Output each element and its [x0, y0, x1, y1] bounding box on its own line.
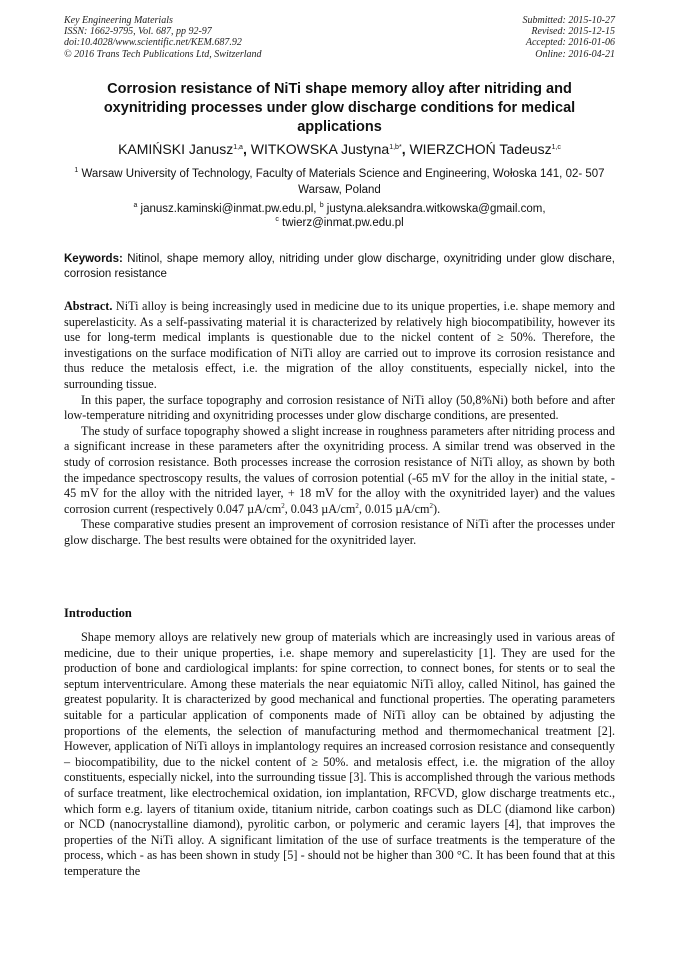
- section-heading: Introduction: [64, 606, 132, 620]
- author-list: [64, 140, 615, 158]
- keywords-label: Keywords:: [64, 253, 123, 265]
- accepted-date: Accepted: 2016-01-06: [525, 37, 615, 49]
- introduction-paragraph: Shape memory alloys are relatively new group of materials which are increasingly used in various areas of medicine, due to their unique properties, i.e. shape memory and superelasticity [1]. They are used for the production of bone and cardiological implants: for spine correction, to connect bones, for stents or to seal the septum interventriculare. Among these materials the near equiatomic NiTi alloy, called Nitinol, has gained the greatest popularity. It is characterized by good mechanical and functional properties. The operating parameters suitable for a particular application of components made of NiTi alloy can be obtained by adjusting the proportions of the elements, the selection of manufacturing method and thermomechanical treatment [2]. However, application of NiTi alloys in implantology requires an increased corrosion resistance and consequently – biocompatibility, due to the nickel content of ≥ 50%. and metalosis effect, i.e. the migration of the alloy constituents, especially nickel, into the surrounding tissue [3]. This is accomplished through the various methods of surface treatment, like electrochemical oxidation, ion implantation, RFCVD, glow discharge treatments etc., which form e.g. layers of titanium oxide, titanium nitride, carbon coatings such as DLC (diamond like carbon) or NCD (nanocrystalline diamond), pyrolitic carbon, or polymeric and ceramic layers [4], that improves the properties of the NiTi alloy. A significant limitation of the use of surface treatments is the temperature of the process, which - as has been shown in study [5] - should not be higher than 300 °C. It has been found that at this temperature the: [64, 630, 615, 878]
- revised-date: Revised: 2015-12-15: [531, 26, 615, 38]
- dates-info: [523, 15, 616, 60]
- doi-line: doi:10.4028/www.scientific.net/KEM.687.92: [64, 37, 242, 49]
- issn-line: ISSN: 1662-9795, Vol. 687, pp 92-97: [64, 26, 212, 38]
- affiliation-text: Warsaw University of Technology, Faculty of Materials Science and Engineering, Wołoska 141, 02- 507 Warsaw, Poland: [78, 168, 605, 196]
- keywords: [64, 252, 615, 282]
- email-sup: b: [319, 202, 324, 209]
- email-a: janusz.kaminski@inmat.pw.edu.pl,: [137, 203, 320, 215]
- author-name: WIERZCHOŃ Tadeusz: [409, 141, 552, 157]
- abstract-text: ).: [433, 501, 441, 516]
- author-name: WITKOWSKA Justyna: [250, 141, 390, 157]
- email-c: twierz@inmat.pw.edu.pl: [278, 217, 404, 229]
- unit-sup: 2: [429, 501, 434, 510]
- author-separator: ,: [401, 141, 410, 157]
- journal-name: Key Engineering Materials: [64, 15, 173, 26]
- abstract-label: Abstract.: [64, 299, 113, 313]
- abstract: [64, 299, 615, 549]
- unit-sup: 2: [355, 501, 359, 510]
- author-separator: ,: [242, 141, 251, 157]
- online-date: Online: 2016-04-21: [535, 48, 615, 60]
- author-name: KAMIŃSKI Janusz: [118, 141, 234, 157]
- affiliation: [64, 166, 615, 198]
- abstract-paragraph: [64, 299, 615, 393]
- introduction-body: [64, 630, 615, 880]
- author-affil-sup: 1,b*: [389, 144, 402, 151]
- journal-info: [64, 15, 262, 60]
- abstract-text: The study of surface topography showed a slight increase in roughness parameters after nitriding process and a significant increase in these parameters after the oxynitriding process. A similar trend was observed in the study of corrosion resistance. Both processes increase the corrosion resistance of NiTi alloy, as shown by both the impedance spectroscopy results, the values of corrosion potential (-65 mV for the alloy in the initial state, - 45 mV for the alloy with the nitrided layer, + 18 mV for the alloy with the oxynitrided layer) and the values corrosion current (respectively 0.047 µA/cm: [64, 423, 615, 516]
- paper-title: Corrosion resistance of NiTi shape memory alloy after nitriding and oxynitriding processes under glow discharge conditions for medical applications: [103, 81, 576, 135]
- abstract-paragraph: [64, 424, 615, 518]
- submitted-date: Submitted: 2015-10-27: [522, 15, 615, 26]
- author-affil-sup: 1,a: [233, 144, 243, 151]
- unit-sup: 2: [281, 501, 285, 510]
- abstract-text: NiTi alloy is being increasingly used in medicine due to its unique properties, i.e. shape memory and superelasticity. As a self-passivating material it is characterized by relatively high biocompatibility, however its use for long-term medical implants is questionable due to the nickel content of ≥ 50%. Therefore, the investigations on the surface modification of NiTi alloy are carried out to improve its corrosion resistance and thus reduce the metalosis effect, i.e. the migration of the alloy constituents, especially nickel, into the surrounding tissue.: [64, 299, 615, 391]
- copyright-line: © 2016 Trans Tech Publications Ltd, Switzerland: [64, 48, 262, 60]
- affiliation-sup: 1: [74, 167, 79, 174]
- abstract-paragraph: These comparative studies present an improvement of corrosion resistance of NiTi after the processes under glow discharge. The best results were obtained for the oxynitrided layer.: [64, 517, 615, 547]
- abstract-paragraph: In this paper, the surface topography and corrosion resistance of NiTi alloy (50,8%Ni) both before and after low-temperature nitriding and oxynitriding processes under glow discharge conditions, are presented.: [64, 392, 615, 423]
- keywords-text: Nitinol, shape memory alloy, nitriding under glow discharge, oxynitriding under glow dischare, corrosion resistance: [64, 253, 615, 280]
- abstract-text: , 0.015 µA/cm: [358, 501, 430, 516]
- author-emails: [64, 202, 615, 230]
- author-affil-sup: 1,c: [551, 144, 561, 151]
- email-sup: a: [133, 202, 138, 209]
- email-sup: c: [275, 216, 279, 223]
- abstract-text: , 0.043 µA/cm: [284, 501, 356, 516]
- email-b: justyna.aleksandra.witkowska@gmail.com,: [323, 203, 546, 215]
